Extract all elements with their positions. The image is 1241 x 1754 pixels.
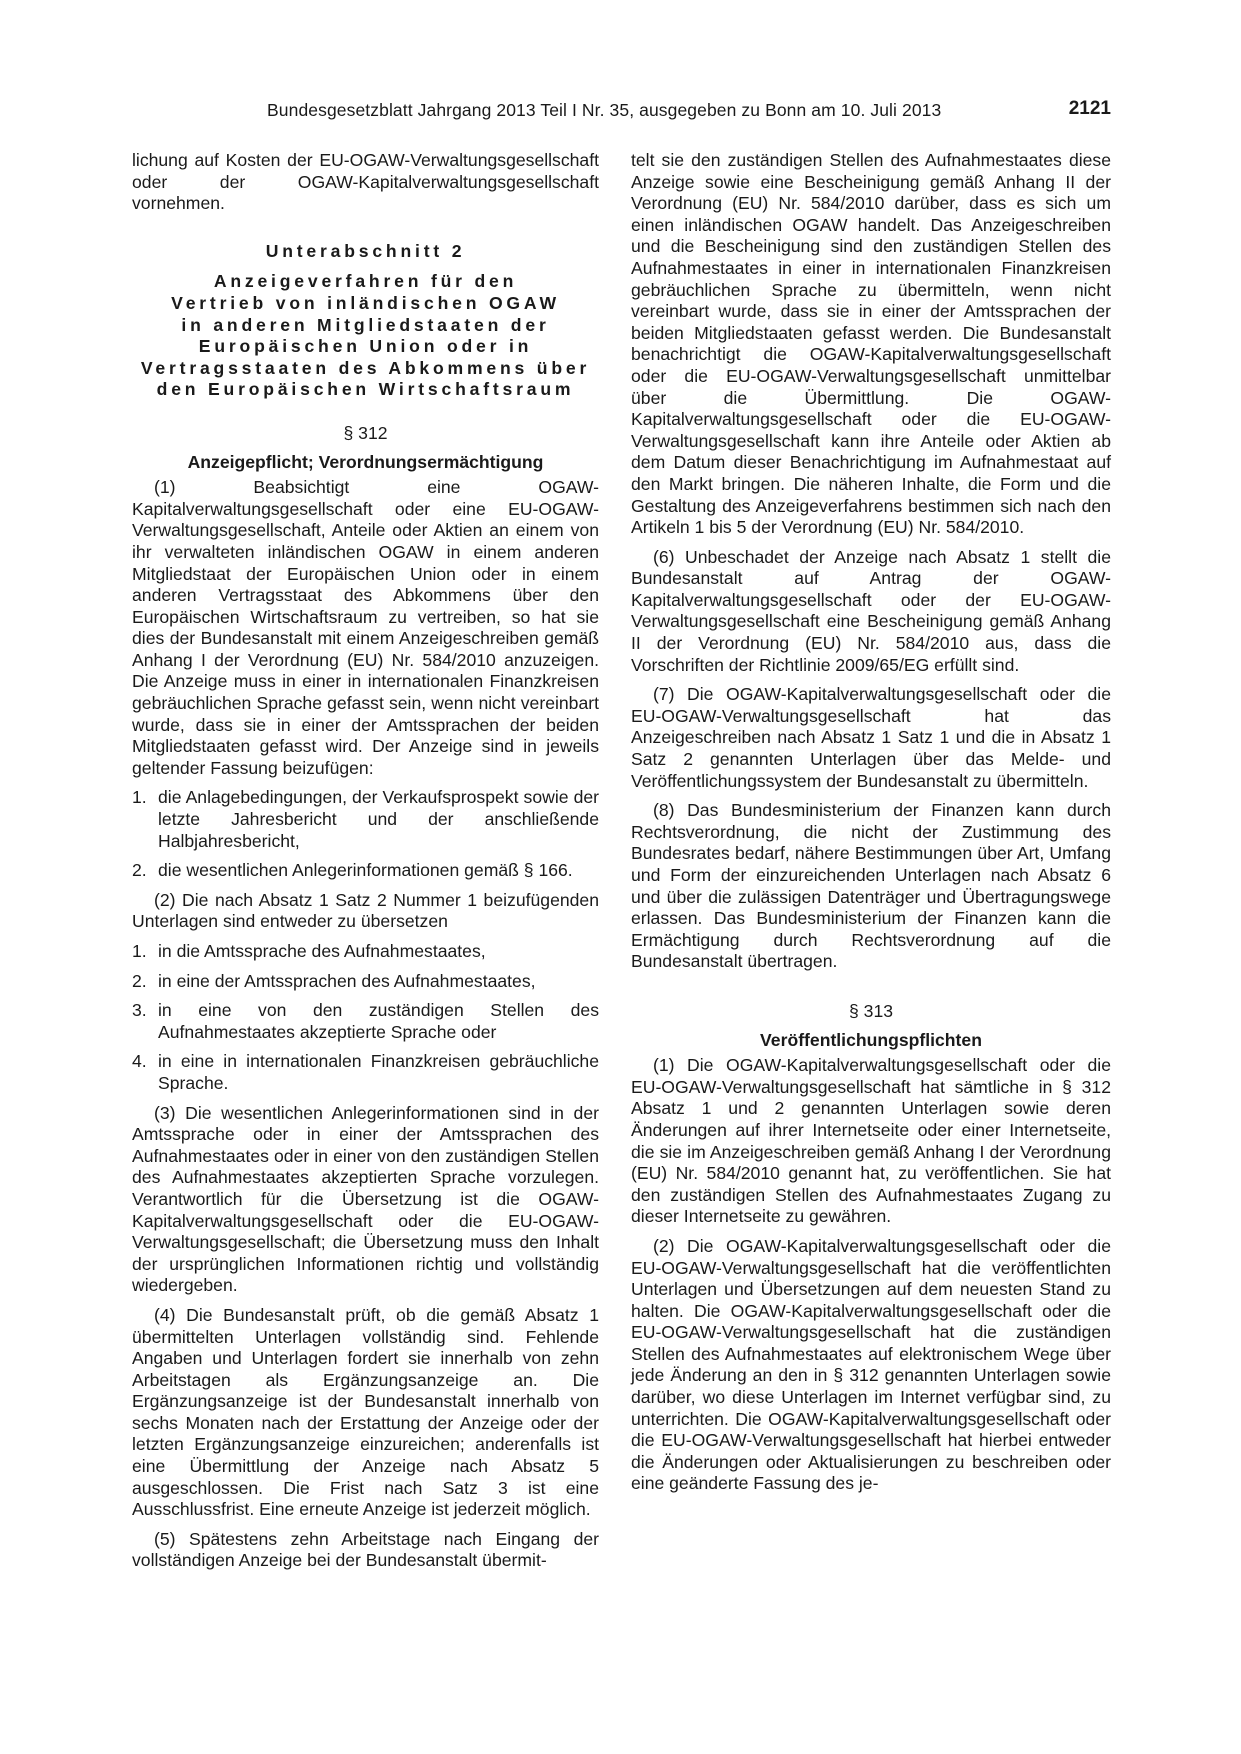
list-item: 3. in eine von den zuständigen Stellen des Aufnahmestaates akzeptierte Sprache oder (132, 1000, 599, 1042)
continued-paragraph: telt sie den zuständigen Stellen des Aufnahmestaates diese Anzeige sowie eine Bescheinigung gemäß Anhang II der Verordnung (EU) Nr. 584/2010 darüber, dass es sich um einen inländischen OGAW handelt. Das Anzeigeschreiben und die Bescheinigung sind den zuständigen Stellen des Aufnahmestaates in einer in internationalen Finanzkreisen gebräuchlichen Sprache zu übermitteln, wenn nicht vereinbart wurde, dass sie in einer der Amtssprachen der beiden Mitgliedstaaten gefasst werden. Die Bundesanstalt benachrichtigt die OGAW-Kapitalverwaltungsgesellschaft oder die EU-OGAW-Verwaltungsgesellschaft unmittelbar über die Übermittlung. Die OGAW-Kapitalverwaltungsgesellschaft oder die EU-OGAW-Verwaltungsgesellschaft kann ihre Anteile oder Aktien ab dem Datum dieser Benachrichtigung im Aufnahmestaat auf den Markt bringen. Die näheren Inhalte, die Form und die Gestaltung des Anzeigeverfahrens bestimmen sich nach den Artikeln 1 bis 5 der Verordnung (EU) Nr. 584/2010. (631, 150, 1111, 538)
list-item: 2. die wesentlichen Anlegerinformationen gemäß § 166. (132, 860, 573, 881)
section-number: § 313 (848, 1000, 894, 1021)
paragraph-2: (2) Die OGAW-Kapitalverwaltungsgesellschaft oder die EU-OGAW-Verwaltungsgesellschaft hat die veröffentlichten Unterlagen und Übersetzungen auf dem neuesten Stand zu halten. Die OGAW-Kapitalverwaltungsgesellschaft oder die EU-OGAW-Verwaltungsgesellschaft hat die zuständigen Stellen des Aufnahmestaates auf elektronischem Wege über jede Änderung an den in § 312 genannten Unterlagen sowie darüber, wo diese Unterlagen im Internet verfügbar sind, zu unterrichten. Die OGAW-Kapitalverwaltungsgesellschaft oder die EU-OGAW-Verwaltungsgesellschaft hat hierbei entweder die Änderungen oder Aktualisierungen zu beschreiben oder eine geänderte Fassung des je- (631, 1235, 1111, 1494)
paragraph-7: (7) Die OGAW-Kapitalverwaltungsgesellschaft oder die EU-OGAW-Verwaltungsgesellschaft hat das Anzeigeschreiben nach Absatz 1 Satz 1 und die in Absatz 1 Satz 2 genannten Unterlagen über das Melde- und Veröffentlichungssystem der Bundesanstalt zu übermitteln. (631, 684, 1111, 791)
paragraph-3: (3) Die wesentlichen Anlegerinformationen sind in der Amtssprache oder in einer der Amtssprachen des Aufnahmestaates oder in einer von den zuständigen Stellen des Aufnahmestaates akzeptierten Sprache vorzulegen. Verantwortlich für die Übersetzung ist die OGAW-Kapitalverwaltungsgesellschaft oder die EU-OGAW-Verwaltungsgesellschaft; die Übersetzung muss den Inhalt der ursprünglichen Informationen richtig und vollständig wiedergeben. (132, 1102, 599, 1296)
left-column (132, 150, 599, 1580)
subsection-title-line: den Europäischen Wirtschaftsraum (156, 379, 575, 400)
subsection-label: Unterabschnitt 2 (265, 240, 466, 261)
subsection-title-line: in anderen Mitgliedstaaten der (181, 314, 550, 335)
subsection-title (132, 271, 599, 401)
paragraph-5: (5) Spätestens zehn Arbeitstage nach Eingang der vollständigen Anzeige bei der Bundesanstalt übermit- (132, 1528, 599, 1571)
list-item: 1. in die Amtssprache des Aufnahmestaates, (132, 941, 486, 961)
translation-list (132, 941, 599, 1095)
page-number: 2121 (1068, 98, 1111, 119)
running-header (132, 100, 1111, 126)
subsection-title-line: Anzeigeverfahren für den (213, 271, 518, 292)
paragraph-6: (6) Unbeschadet der Anzeige nach Absatz 1 stellt die Bundesanstalt auf Antrag der OGAW-Kapitalverwaltungsgesellschaft oder der EU-OGAW-Verwaltungsgesellschaft eine Bescheinigung gemäß Anhang II der Verordnung (EU) Nr. 584/2010 aus, dass die Vorschriften der Richtlinie 2009/65/EG erfüllt sind. (631, 546, 1111, 675)
subsection-title-line: Europäischen Union oder in (198, 336, 533, 357)
paragraph-8: (8) Das Bundesministerium der Finanzen kann durch Rechtsverordnung, die nicht der Zustimmung des Bundesrates bedarf, nähere Bestimmungen über Art, Umfang und Form der einzureichenden Unterlagen nach Absatz 6 und über die zulässigen Datenträger und Übertragungswege erlassen. Das Bundesministerium der Finanzen kann die Ermächtigung durch Rechtsverordnung auf die Bundesanstalt übertragen. (631, 800, 1111, 972)
paragraph-4: (4) Die Bundesanstalt prüft, ob die gemäß Absatz 1 übermittelten Unterlagen vollständig sind. Fehlende Angaben und Unterlagen fordert sie innerhalb von zehn Arbeitstagen als Ergänzungsanzeige an. Die Ergänzungsanzeige ist der Bundesanstalt innerhalb von sechs Monaten nach der Erstattung der Anzeige oder der letzten Ergänzungsanzeige einzureichen; anderenfalls ist eine Übermittlung der Anzeige nach Absatz 5 ausgeschlossen. Die Frist nach Satz 3 ist eine Ausschlussfrist. Eine erneute Anzeige ist jederzeit möglich. (132, 1304, 599, 1520)
right-column (631, 150, 1111, 1503)
running-title: Bundesgesetzblatt Jahrgang 2013 Teil I Nr. 35, ausgegeben zu Bonn am 10. Juli 2013 (267, 100, 942, 120)
section-title: Veröffentlichungspflichten (760, 1029, 982, 1050)
subsection-title-line: Vertrieb von inländischen OGAW (171, 292, 560, 313)
paragraph-1: (1) Beabsichtigt eine OGAW-Kapitalverwaltungsgesellschaft oder eine EU-OGAW-Verwaltungsgesellschaft, Anteile oder Aktien an einem von ihr verwalteten inländischen OGAW in einem anderen Mitgliedstaat der Europäischen Union oder in einem anderen Vertragsstaat des Abkommens über den Europäischen Wirtschaftsraum zu vertreiben, so hat sie dies der Bundesanstalt mit einem Anzeigeschreiben gemäß Anhang I der Verordnung (EU) Nr. 584/2010 anzuzeigen. Die Anzeige muss in einer in internationalen Finanzkreisen gebräuchlichen Sprache gefasst sein, wenn nicht vereinbart wurde, dass sie in einer der Amtssprachen der beiden Mitgliedstaaten gefasst wird. Der Anzeige sind in jeweils geltender Fassung beizufügen: (132, 477, 599, 778)
list-item: 4. in eine in internationalen Finanzkreisen gebräuchliche Sprache. (132, 1051, 599, 1093)
section-number: § 312 (343, 422, 388, 443)
subsection-title-line: Vertragsstaaten des Abkommens über (140, 357, 591, 378)
attachment-list (132, 787, 599, 881)
paragraph-2: (2) Die nach Absatz 1 Satz 2 Nummer 1 beizufügenden Unterlagen sind entweder zu übersetzen (132, 889, 599, 932)
section-title: Anzeigepflicht; Verordnungsermächtigung (187, 451, 544, 472)
paragraph-1: (1) Die OGAW-Kapitalverwaltungsgesellschaft oder die EU-OGAW-Verwaltungsgesellschaft hat sämtliche in § 312 Absatz 1 und 2 genannten Unterlagen sowie deren Änderungen auf ihrer Internetseite oder einer Internetseite, die sie im Anzeigeschreiben gemäß Anhang I der Verordnung (EU) Nr. 584/2010 genannt hat, zu veröffentlichen. Sie hat den zuständigen Stellen des Aufnahmestaates Zugang zu dieser Internetseite zu gewähren. (631, 1055, 1111, 1227)
list-item: 1. die Anlagebedingungen, der Verkaufsprospekt sowie der letzte Jahresbericht und der anschließende Halbjahresbericht, (132, 787, 599, 851)
continued-paragraph: lichung auf Kosten der EU-OGAW-Verwaltungsgesellschaft oder der OGAW-Kapitalverwaltungsgesellschaft vornehmen. (132, 150, 599, 214)
list-item: 2. in eine der Amtssprachen des Aufnahmestaates, (132, 970, 536, 991)
